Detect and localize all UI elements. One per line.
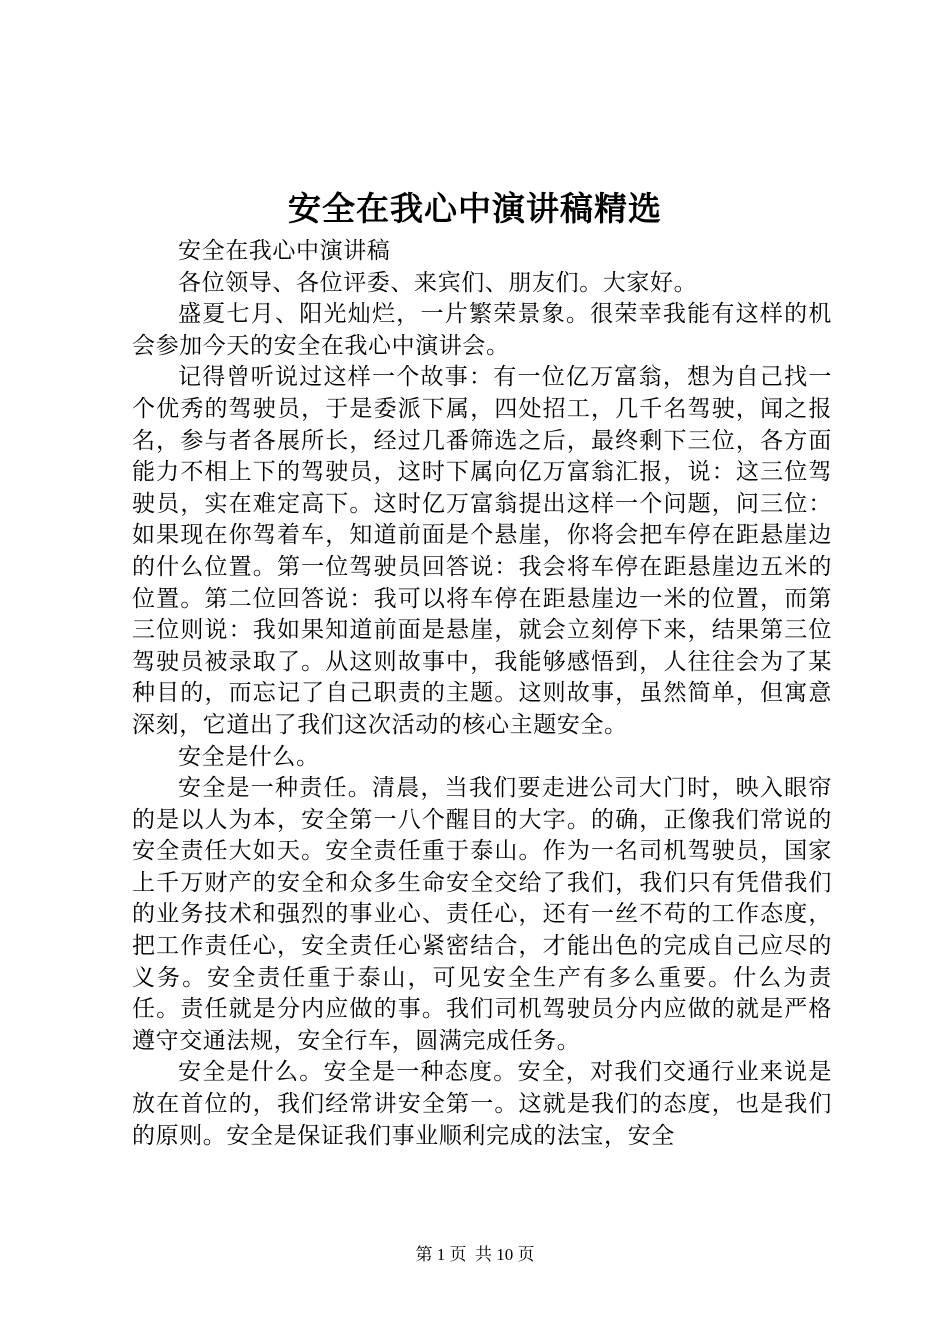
page-footer — [0, 1243, 950, 1267]
page-number: 第 1 页 共 10 页 — [415, 1245, 535, 1264]
document-body — [132, 236, 832, 1152]
paragraph-story: 记得曾听说过这样一个故事：有一位亿万富翁，想为自己找一个优秀的驾驶员，于是委派下属，四处招工，几千名驾驶，闻之报名，参与者各展所长，经过几番筛选之后，最终剩下三位，各方面能力不相上下的驾驶员，这时下属向亿万富翁汇报，说：这三位驾驶员，实在难定高下。这时亿万富翁提出这样一个问题，问三位：如果现在你驾着车，知道前面是个悬崖，你将会把车停在距悬崖边的什么位置。第一位驾驶员回答说：我会将车停在距悬崖边五米的位置。第二位回答说：我可以将车停在距悬崖边一米的位置，而第三位则说：我如果知道前面是悬崖，就会立刻停下来，结果第三位驾驶员被录取了。从这则故事中，我能够感悟到，人往往会为了某种目的，而忘记了自己职责的主题。这则故事，虽然简单，但寓意深刻，它道出了我们这次活动的核心主题安全。 — [132, 364, 832, 738]
document-title: 安全在我心中演讲稿精选 — [288, 189, 662, 228]
paragraph-attitude: 安全是什么。安全是一种态度。安全，对我们交通行业来说是放在首位的，我们经常讲安全第一。这就是我们的态度，也是我们的原则。安全是保证我们事业顺利完成的法宝，安全 — [132, 1059, 832, 1149]
paragraph-responsibility: 安全是一种责任。清晨，当我们要走进公司大门时，映入眼帘的是以人为本，安全第一八个醒目的大字。的确，正像我们常说的安全责任大如天。安全责任重于泰山。作为一名司机驾驶员，国家上千万财产的安全和众多生命安全交给了我们，我们只有凭借我们的业务技术和强烈的事业心、责任心，还有一丝不苟的工作态度，把工作责任心，安全责任心紧密结合，才能出色的完成自己应尽的义务。安全责任重于泰山，可见安全生产有多么重要。什么为责任。责任就是分内应做的事。我们司机驾驶员分内应做的就是严格遵守交通法规，安全行车，圆满完成任务。 — [132, 775, 832, 1054]
paragraph-greeting: 各位领导、各位评委、来宾们、朋友们。大家好。 — [178, 269, 698, 296]
paragraph-question: 安全是什么。 — [178, 743, 320, 770]
paragraph-opening: 盛夏七月、阳光灿烂，一片繁荣景象。很荣幸我能有这样的机会参加今天的安全在我心中演讲会。 — [132, 301, 832, 359]
paragraph-subtitle: 安全在我心中演讲稿 — [178, 238, 391, 264]
